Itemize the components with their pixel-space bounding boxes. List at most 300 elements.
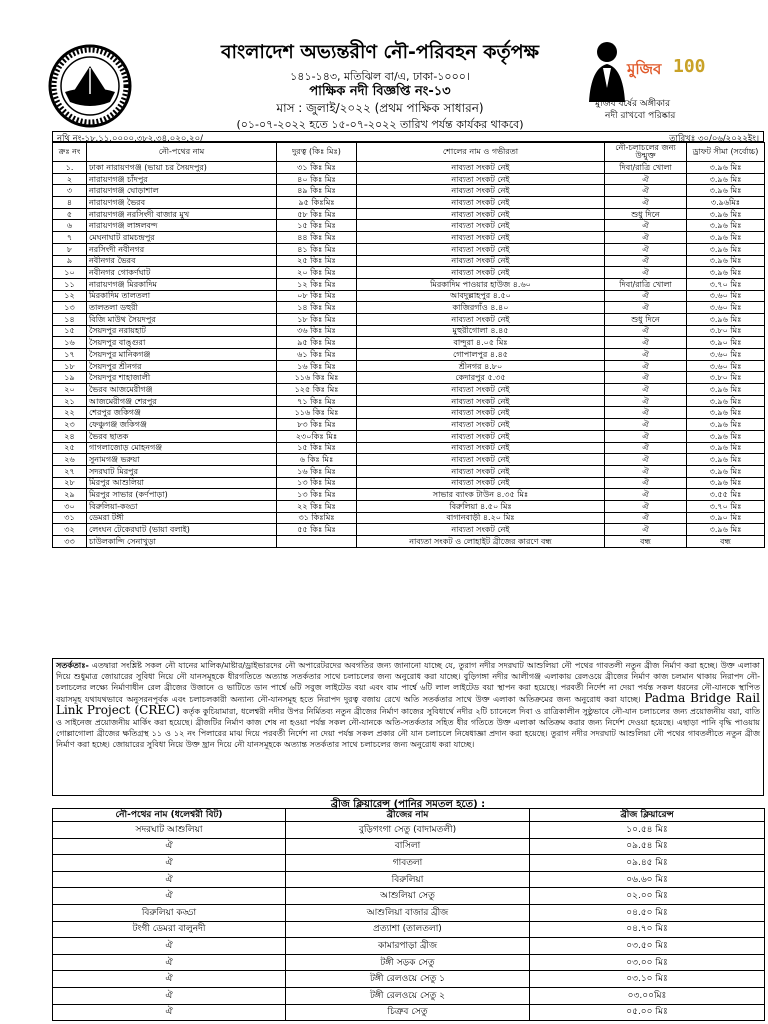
cell-shoal: নাব্যতা সংকট নেই (357, 477, 605, 489)
cell-clearance: ১০.৫৪ মিঃ (530, 822, 765, 839)
cell-shoal: নাব্যতা সংকট নেই (357, 220, 605, 232)
cell-draft: ৩.৯৬ মিঃ (687, 185, 765, 197)
cell-draft: ৩.৬০ মিঃ (687, 349, 765, 361)
cell-open: ঐ (605, 302, 687, 314)
cell-distance: ১৩ কিঃ মিঃ (277, 489, 357, 501)
cell-open: ঐ (605, 290, 687, 302)
table-row (53, 489, 765, 501)
cell-route: লেংঘন টেকেরঘাট (ভায়া বলাই) (87, 524, 277, 536)
cell-route: টংগী ডেমরা বালুনদী (53, 921, 286, 938)
bridge-table-body (53, 822, 765, 1021)
cell-open: ঐ (605, 512, 687, 524)
cell-distance: ১৮ কিঃ মিঃ (277, 313, 357, 325)
table-row (53, 822, 765, 839)
cell-distance: ৯৫ কিঃমিঃ (277, 197, 357, 209)
cell-serial: ৭ (53, 232, 87, 244)
cell-route: ফেঞ্চুগঞ্জ জকিগঞ্জ (87, 419, 277, 431)
table-row (53, 888, 765, 905)
cell-distance: ৩৬ কিঃ মিঃ (277, 325, 357, 337)
col-bridge-name: ব্রীজের নাম (286, 809, 530, 822)
table-row (53, 855, 765, 872)
cell-shoal: নাব্যতা সংকট নেই (357, 465, 605, 477)
cell-open: শুধু দিনে (605, 313, 687, 325)
cell-open: ঐ (605, 220, 687, 232)
cell-distance: ১৩ কিঃ মিঃ (277, 477, 357, 489)
col-open: নৌ-চলাচলের জন্য উন্মুক্ত (605, 143, 687, 162)
cell-draft: ৩.৮০ মিঃ (687, 325, 765, 337)
bridge-table (52, 808, 765, 1021)
cell-bridge: কামারপাড়া ব্রীজ (286, 938, 530, 955)
cell-route: নারায়ণগঞ্জ ভৈরব (87, 197, 277, 209)
portrait-icon (585, 38, 625, 102)
cell-serial: ৩২ (53, 524, 87, 536)
cell-open: ঐ (605, 232, 687, 244)
bridge-table-header (53, 809, 765, 822)
cell-open: ঐ (605, 524, 687, 536)
month-line: মাস : জুলাই/২০২২ (প্রথম পাক্ষিক সাধারন) (276, 101, 484, 115)
cell-draft: ৩.৯৬ মিঃ (687, 232, 765, 244)
cell-draft: ৩.৯৬ মিঃ (687, 419, 765, 431)
cell-shoal: নাব্যতা সংকট নেই (357, 419, 605, 431)
cell-route: মেঘনাঘাট রামচন্দ্রপুর (87, 232, 277, 244)
table-row (53, 938, 765, 955)
cell-draft: ৩.৯৬ মিঃ (687, 255, 765, 267)
cell-draft: ৩.৯৬ মিঃ (687, 407, 765, 419)
biwta-emblem-icon (48, 44, 132, 128)
cell-open: ঐ (605, 500, 687, 512)
table-row (53, 384, 765, 396)
cell-distance: ৮৩ কিঃ মিঃ (277, 419, 357, 431)
cell-serial: ১. (53, 162, 87, 174)
cell-shoal: নাব্যতা সংকট নেই (357, 208, 605, 220)
cell-draft: ৩.৬০ মিঃ (687, 360, 765, 372)
cell-open: ঐ (605, 407, 687, 419)
memo-date: তারিখঃ ৩০/০৬/২০২২ইং। (669, 134, 759, 144)
table-row (53, 302, 765, 314)
table-row (53, 904, 765, 921)
cell-bridge: গাবতলা (286, 855, 530, 872)
cell-draft: ৩.৯৬ মিঃ (687, 313, 765, 325)
cell-route: মিরপুর আশুলিয়া (87, 477, 277, 489)
cell-shoal: নাব্যতা সংকট নেই (357, 255, 605, 267)
cell-distance: ১১৬ কিঃ মিঃ (277, 372, 357, 384)
cell-draft: ৩.৯৬ মিঃ (687, 395, 765, 407)
cell-distance: ১১৬ কিঃ মিঃ (277, 407, 357, 419)
table-row (53, 512, 765, 524)
cell-draft: ৩.৬০ মিঃ (687, 302, 765, 314)
cell-distance: ৪১ কিঃ মিঃ (277, 243, 357, 255)
cell-open: ঐ (605, 477, 687, 489)
table-row (53, 536, 765, 548)
table-row (53, 871, 765, 888)
cell-distance: ১৬ কিঃ মিঃ (277, 465, 357, 477)
cell-distance: ৭১ কিঃ মিঃ (277, 395, 357, 407)
caution-text-b: কর্তৃক কুচিয়ামারা, ধলেশ্বরী নদীর উপর নির্মিতব্য নতুন ব্রীজের নির্মাণ কাজের সুবিধার্থে নদীর ২টি চ্যানেলে দিবা ও রাত্রিকালীন সুষ্ঠুভাবে নৌ-যান চলাচলের জন্য প্রয়োজনীয় বয়া, বাতি ও সাইনেজ প্রয়োজনীয় মার্কিং করা হয়েছে। ব্রীজটির নির্মাণ কাজ শেষ না হওয়া পর্যন্ত সকল নৌ-যানকে অতি-সতর্কতার সহিত ধীর গতিতে উক্ত এলাকা অতিক্রম করার জন্য নির্দেশ দেওয়া হয়েছে। এছাড়া পানি বৃদ্ধি পাওয়ায় গোল্লাগোলা ব্রীজের ক্ষতিগ্রস্থ ১১ ও ১২ নং পিলারের মাঝ দিয়ে পরবর্তী নির্দেশ না দেয়া পর্যন্ত সকল প্রকার নৌ যান চলাচলে নিষেধাজ্ঞা প্রদান করা হয়েছে। তুরাগ নদীর সদরঘাট আশুলিয়া নৌ পথের গাবতলীতে নতুন ব্রীজ নির্মাণ করা হচ্ছে। জোয়ারের সুবিধা নিয়ে উক্ত ছ্রান দিয়ে নৌ যানসমূহকে অত্যান্ত সতর্কতার সাথে চলাচলের জন্য অনুরোধ করা যাচ্ছে। (56, 707, 760, 749)
cell-serial: ২৯ (53, 489, 87, 501)
cell-draft: ৩.৯৬ মিঃ (687, 162, 765, 174)
cell-distance (277, 536, 357, 548)
cell-distance: ৩১ কিঃমিঃ (277, 512, 357, 524)
cell-shoal: নাব্যতা সংকট নেই (357, 407, 605, 419)
cell-serial: ১৭ (53, 349, 87, 361)
cell-shoal: নাব্যতা সংকট নেই (357, 395, 605, 407)
cell-route: আজমেরীগঞ্জ শেরপুর (87, 395, 277, 407)
col-serial: ক্রঃ নং (53, 143, 87, 162)
table-row (53, 442, 765, 454)
cell-route: সৈয়দপুর শ্রীনগর (87, 360, 277, 372)
cell-clearance: ০২.০০ মিঃ (530, 888, 765, 905)
route-table (52, 142, 765, 548)
cell-route: বিরুলিয়া-কড্ডা (87, 500, 277, 512)
table-row (53, 465, 765, 477)
cell-distance: ১৫ কিঃ মিঃ (277, 220, 357, 232)
cell-distance: ৪৯ কিঃ মিঃ (277, 185, 357, 197)
cell-open: বন্ধ (605, 536, 687, 548)
cell-distance: ৬১ কিঃ মিঃ (277, 349, 357, 361)
cell-clearance: ০৯.৫৪ মিঃ (530, 838, 765, 855)
cell-bridge: টঙ্গী সড়ক সেতু (286, 954, 530, 971)
table-row (53, 477, 765, 489)
cell-distance: ৯৫ কিঃ মিঃ (277, 337, 357, 349)
cell-route: সৈয়দপুর মানিকগঞ্জ (87, 349, 277, 361)
cell-draft: ৩.৯৬ মিঃ (687, 243, 765, 255)
cell-open: ঐ (605, 337, 687, 349)
col-distance: দুরত্ব (কিঃ মিঃ) (277, 143, 357, 162)
cell-serial: ২ (53, 173, 87, 185)
table-row (53, 349, 765, 361)
cell-draft: ৩.৯৬ মিঃ (687, 454, 765, 466)
cell-shoal: বিরুলিয়া ৪.৫০ মিঃ (357, 500, 605, 512)
cell-open: ঐ (605, 325, 687, 337)
cell-distance: ৪৪ কিঃ মিঃ (277, 232, 357, 244)
cell-route: ভৈরব আজমেরীগঞ্জ (87, 384, 277, 396)
cell-clearance: ০৩.০০মিঃ (530, 987, 765, 1004)
cell-shoal: মুহুরীগোলা ৪.৪৫ (357, 325, 605, 337)
table-row (53, 208, 765, 220)
cell-open: ঐ (605, 454, 687, 466)
table-row (53, 971, 765, 988)
cell-draft: ৩.৬০ মিঃ (687, 290, 765, 302)
cell-shoal: কাজিরগাঁও ৪.৪০ (357, 302, 605, 314)
cell-serial: ৩৩ (53, 536, 87, 548)
cell-shoal: নাব্যতা সংকট নেই (357, 430, 605, 442)
cell-serial: ১১ (53, 278, 87, 290)
cell-serial: ১৩ (53, 302, 87, 314)
cell-serial: ২৪ (53, 430, 87, 442)
cell-distance: ৩১ কিঃ মিঃ (277, 162, 357, 174)
cell-shoal: বাগানবাড়ী ৪.২০ মিঃ (357, 512, 605, 524)
col-shoal: শোলের নাম ও গভীরতা (357, 143, 605, 162)
cell-route: ঐ (53, 871, 286, 888)
table-row (53, 325, 765, 337)
table-row (53, 838, 765, 855)
cell-open: ঐ (605, 384, 687, 396)
cell-open: ঐ (605, 267, 687, 279)
cell-shoal: নাব্যতা সংকট নেই (357, 313, 605, 325)
cell-open: দিবা/রাত্রি খোলা (605, 278, 687, 290)
table-row (53, 337, 765, 349)
cell-bridge: বিরুলিয়া (286, 871, 530, 888)
table-row (53, 185, 765, 197)
cell-open: ঐ (605, 255, 687, 267)
cell-route: ডেমরা টঙ্গী (87, 512, 277, 524)
table-row (53, 407, 765, 419)
cell-open: ঐ (605, 173, 687, 185)
table-row (53, 500, 765, 512)
cell-route: সৈয়দপুর শাহাজালী (87, 372, 277, 384)
table-row (53, 430, 765, 442)
cell-open: দিবা/রাত্রি খোলা (605, 162, 687, 174)
cell-bridge: বুড়িগংগা সেতু (বাদামতলী) (286, 822, 530, 839)
org-address: ১৪১-১৪৩, মতিঝিল বা/এ, ঢাকা-১০০০। (290, 70, 470, 83)
cell-serial: ২৮ (53, 477, 87, 489)
cell-route: ভৈরব ছাতক (87, 430, 277, 442)
cell-open: ঐ (605, 465, 687, 477)
cell-serial: ২১ (53, 395, 87, 407)
cell-serial: ৫ (53, 208, 87, 220)
cell-clearance: ০৩.০০ মিঃ (530, 954, 765, 971)
mujib-year-logo (585, 38, 715, 120)
cell-open: ঐ (605, 185, 687, 197)
table-row (53, 524, 765, 536)
cell-open: ঐ (605, 349, 687, 361)
cell-draft: ৩.৯৬ মিঃ (687, 220, 765, 232)
cell-bridge: আশুলিয়া বাজার ব্রীজ (286, 904, 530, 921)
org-name: বাংলাদেশ অভ্যন্তরীণ নৌ-পরিবহন কর্তৃপক্ষ (220, 41, 540, 63)
cell-draft: ৩.৯০ মিঃ (687, 512, 765, 524)
cell-bridge: চিত্রুব সেতু (286, 1004, 530, 1021)
cell-distance: ২৫ কিঃ মিঃ (277, 255, 357, 267)
cell-shoal: গোপালপুর ৪.৪৫ (357, 349, 605, 361)
cell-route: সদরঘাট মিরপুর (87, 465, 277, 477)
notice-title: পাক্ষিক নদী বিজ্ঞপ্তি নং-১৩ (309, 84, 451, 99)
cell-shoal: নাব্যতা সংকট ও লোহাইট ব্রীজের কারণে বন্ধ (357, 536, 605, 548)
cell-serial: ২৭ (53, 465, 87, 477)
caution-highlight: Padma Bridge Rail Link Project (CREC) (56, 691, 761, 717)
table-row (53, 360, 765, 372)
table-row (53, 313, 765, 325)
cell-route: সদরঘাট আশুলিয়া (53, 822, 286, 839)
cell-draft: ৩.৯৬ মিঃ (687, 267, 765, 279)
cell-route: গাগলাজোড় মোহনগঞ্জ (87, 442, 277, 454)
cell-open: ঐ (605, 442, 687, 454)
cell-distance: ৫৫ কিঃ মিঃ (277, 524, 357, 536)
cell-open: ঐ (605, 243, 687, 255)
cell-draft: ৩.৯৬ মিঃ (687, 477, 765, 489)
cell-serial: ২০ (53, 384, 87, 396)
cell-route: ঐ (53, 987, 286, 1004)
table-row (53, 290, 765, 302)
col-bridge-route: নৌ-পথের নাম (ধলেশ্বরী বিট) (53, 809, 286, 822)
cell-open: ঐ (605, 372, 687, 384)
cell-draft: ৩.৯৬ মিঃ (687, 465, 765, 477)
cell-route: মিরপুর সাভার (কর্ণপাড়া) (87, 489, 277, 501)
cell-clearance: ০৯.৪৫ মিঃ (530, 855, 765, 872)
cell-shoal: নাব্যতা সংকট নেই (357, 232, 605, 244)
cell-route: নরসিংদী নবীনগর (87, 243, 277, 255)
cell-serial: ১৮ (53, 360, 87, 372)
cell-draft: ৩.৯৬ মিঃ (687, 384, 765, 396)
cell-serial: ২৬ (53, 454, 87, 466)
table-row (53, 232, 765, 244)
mujib-caption-2: নদী রাখবো পরিষ্কার (605, 111, 676, 121)
caution-notice (52, 658, 764, 796)
cell-shoal: নাব্যতা সংকট নেই (357, 442, 605, 454)
cell-shoal: নাব্যতা সংকট নেই (357, 524, 605, 536)
cell-draft: ৩.৭০ মিঃ (687, 278, 765, 290)
route-table-header (53, 143, 765, 162)
cell-draft: ৩.৭০ মিঃ (687, 500, 765, 512)
cell-route: নবীনগর গোকর্ণঘাট (87, 267, 277, 279)
cell-route: সুনামগঞ্জ ভরুয়া (87, 454, 277, 466)
cell-distance: ১৬ কিঃ মিঃ (277, 360, 357, 372)
cell-shoal: বান্দুরা ৪.০৫ মিঃ (357, 337, 605, 349)
cell-distance: ১৪ কিঃ মিঃ (277, 302, 357, 314)
cell-open: শুধু দিনে (605, 208, 687, 220)
cell-route: ঐ (53, 888, 286, 905)
cell-distance: ২২ কিঃ মিঃ (277, 500, 357, 512)
table-row (53, 243, 765, 255)
cell-draft: ৩.৯৬ মিঃ (687, 208, 765, 220)
col-route: নৌ-পথের নাম (87, 143, 277, 162)
cell-clearance: ০৩.৫০ মিঃ (530, 938, 765, 955)
cell-route: সৈয়দপুর বাঙ্গুরা (87, 337, 277, 349)
cell-route: নারায়ণগঞ্জ ঘোড়াশাল (87, 185, 277, 197)
cell-serial: ২২ (53, 407, 87, 419)
table-row (53, 197, 765, 209)
cell-route: তালতলা ডহুরী (87, 302, 277, 314)
cell-route: শেরপুর জকিগঞ্জ (87, 407, 277, 419)
cell-clearance: ০৬.৬০ মিঃ (530, 871, 765, 888)
cell-draft: ৩.৯৬ মিঃ (687, 442, 765, 454)
memo-row (52, 131, 764, 142)
cell-serial: ৯ (53, 255, 87, 267)
table-row (53, 278, 765, 290)
cell-route: বিজি মাউথ সৈয়দপুর (87, 313, 277, 325)
cell-draft: ৩.৯৬ মিঃ (687, 430, 765, 442)
cell-serial: ১৪ (53, 313, 87, 325)
cell-distance: ৫৮ কিঃ মিঃ (277, 208, 357, 220)
cell-distance: ১২৫ কিঃ মিঃ (277, 384, 357, 396)
cell-draft: ৩.৫৫ মিঃ (687, 489, 765, 501)
table-row (53, 395, 765, 407)
cell-serial: ৩ (53, 185, 87, 197)
cell-shoal: মিরকাদিম পাওয়ার হাউজ ৪.৬০ (357, 278, 605, 290)
cell-distance: ২০ কিঃ মিঃ (277, 267, 357, 279)
bridge-table-title: ব্রীজ ক্লিয়ারেন্স (পানির সমতল হতে) : (330, 799, 486, 810)
mujib-caption-1: মুজিব বর্ষের অঙ্গীকার (595, 99, 671, 109)
cell-bridge: প্রত্যাশা (তালতলা) (286, 921, 530, 938)
cell-serial: ২৩ (53, 419, 87, 431)
table-row (53, 954, 765, 971)
cell-serial: ১৯ (53, 372, 87, 384)
cell-shoal: নাব্যতা সংকট নেই (357, 454, 605, 466)
table-row (53, 987, 765, 1004)
cell-route: চাউলকান্দি সেনাখুড়া (87, 536, 277, 548)
cell-route: নারায়ণগঞ্জ নরসিংদী বাজার মুখ (87, 208, 277, 220)
cell-serial: ৩১ (53, 512, 87, 524)
mujib-logo-text: মুজিব (627, 60, 662, 78)
table-row (53, 419, 765, 431)
cell-shoal: নাব্যতা সংকট নেই (357, 384, 605, 396)
cell-distance: ২৩০কিঃ মিঃ (277, 430, 357, 442)
cell-route: নারায়ণগঞ্জ চাঁদপুর (87, 173, 277, 185)
cell-serial: ১৫ (53, 325, 87, 337)
cell-bridge: বাসিলা (286, 838, 530, 855)
cell-bridge: আশুলিয়া সেতু (286, 888, 530, 905)
cell-route: নবীনগর ভৈরব (87, 255, 277, 267)
cell-serial: ৬ (53, 220, 87, 232)
cell-route: ঢাকা নারায়ণগঞ্জ (ভায়া চর সৈয়দপুর) (87, 162, 277, 174)
cell-route: নারায়ণগঞ্জ মিরকাদিম (87, 278, 277, 290)
col-bridge-clearance: ব্রীজ ক্লিয়ারেন্স (530, 809, 765, 822)
table-row (53, 1004, 765, 1021)
cell-route: ঐ (53, 838, 286, 855)
cell-draft: ৩.৮০ মিঃ (687, 372, 765, 384)
cell-route: বিরুলিয়া কড্ডা (53, 904, 286, 921)
cell-shoal: কেদারপুর ৫.৩৫ (357, 372, 605, 384)
cell-route: ঐ (53, 971, 286, 988)
cell-open: ঐ (605, 360, 687, 372)
table-row (53, 372, 765, 384)
cell-shoal: নাব্যতা সংকট নেই (357, 173, 605, 185)
cell-bridge: টঙ্গী রেলওয়ে সেতু ১ (286, 971, 530, 988)
cell-draft: ৩.৯৬ মিঃ (687, 173, 765, 185)
cell-distance: ০৮ কিঃ মিঃ (277, 290, 357, 302)
cell-serial: ১০ (53, 267, 87, 279)
cell-distance: ৬ কিঃ মিঃ (277, 454, 357, 466)
cell-clearance: ০৫.০০ মিঃ (530, 1004, 765, 1021)
cell-shoal: নাব্যতা সংকট নেই (357, 162, 605, 174)
col-draft: ড্রাফট সীমা (সর্বোচ্চ) (687, 143, 765, 162)
cell-open: ঐ (605, 395, 687, 407)
cell-route: ঐ (53, 938, 286, 955)
cell-shoal: নাব্যতা সংকট নেই (357, 197, 605, 209)
cell-route: মিরকাদিম তালতলা (87, 290, 277, 302)
cell-draft: বন্ধ (687, 536, 765, 548)
cell-shoal: সাভার ব্যাংক টাউন ৪.৩৫ মিঃ (357, 489, 605, 501)
cell-open: ঐ (605, 419, 687, 431)
table-row (53, 255, 765, 267)
cell-route: ঐ (53, 1004, 286, 1021)
cell-serial: ২৫ (53, 442, 87, 454)
table-row (53, 220, 765, 232)
cell-route: ঐ (53, 954, 286, 971)
cell-distance: ৪০ কিঃ মিঃ (277, 173, 357, 185)
cell-shoal: নাব্যতা সংকট নেই (357, 185, 605, 197)
cell-serial: ১২ (53, 290, 87, 302)
table-row (53, 162, 765, 174)
cell-serial: ৮ (53, 243, 87, 255)
cell-clearance: ০৪.৫০ মিঃ (530, 904, 765, 921)
cell-open: ঐ (605, 430, 687, 442)
cell-clearance: ০৩.১০ মিঃ (530, 971, 765, 988)
cell-shoal: শ্রীনগর ৪.৮০ (357, 360, 605, 372)
table-row (53, 454, 765, 466)
route-table-body (53, 162, 765, 548)
cell-open: ঐ (605, 489, 687, 501)
cell-open: ঐ (605, 197, 687, 209)
cell-route: ঐ (53, 855, 286, 872)
cell-route: নারায়ণগঞ্জ লাঙ্গলবন্দ (87, 220, 277, 232)
cell-distance: ১২ কিঃ মিঃ (277, 278, 357, 290)
table-row (53, 173, 765, 185)
table-row (53, 267, 765, 279)
mujib-logo-number: 100 (673, 56, 706, 77)
cell-clearance: ০৪.৭০ মিঃ (530, 921, 765, 938)
cell-shoal: নাব্যতা সংকট নেই (357, 267, 605, 279)
cell-bridge: টঙ্গী রেলওয়ে সেতু ২ (286, 987, 530, 1004)
